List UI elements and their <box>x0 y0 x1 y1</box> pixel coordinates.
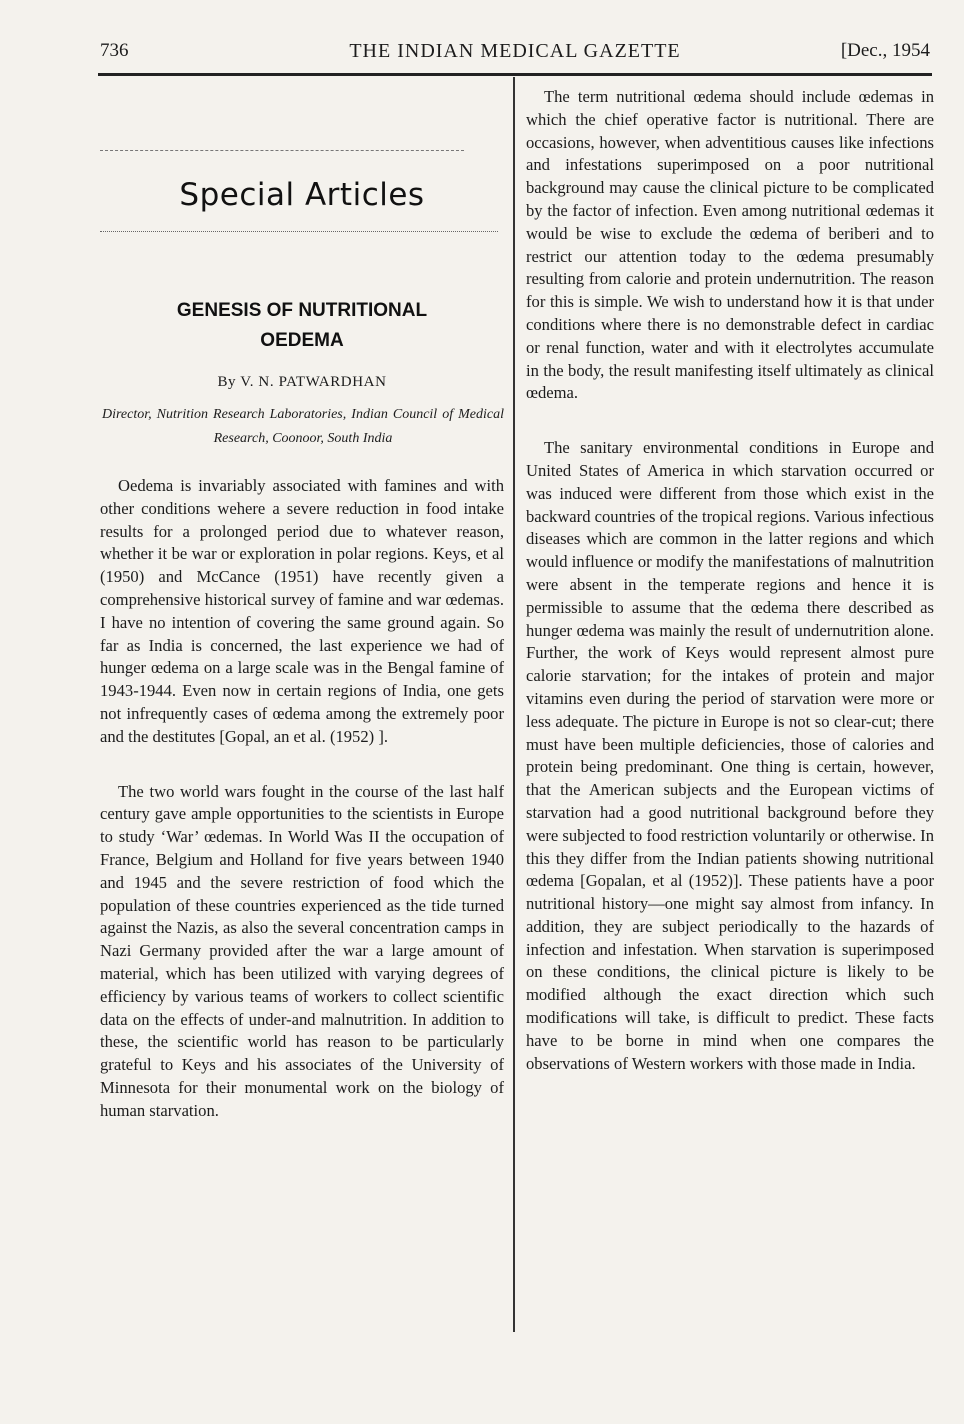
article-title-line-1: GENESIS OF NUTRITIONAL <box>176 300 428 321</box>
running-header <box>100 36 930 66</box>
article-title <box>100 296 504 356</box>
right-column <box>526 86 934 1075</box>
body-paragraph: The two world wars fought in the course of the last half century gave ample opportunities to the scientists in Europe to study ‘War’ œdemas. In World Was II the occupation of France, Belgium and Holland for five years between 1940 and 1945 and the severe restriction of food which the population of these countries experienced as the tide turned against the Nazis, as also the several concentration camps in Nazi Germany provided after the war a large amount of material, which has been utilized with varying degrees of efficiency by various teams of workers to collect scientific data on the effects of under-and malnutrition. In addition to these, the scientific world has reason to be particularly grateful to Keys and his associates of the University of Minnesota for their monumental work on the biology of human starvation. <box>100 781 504 1120</box>
issue-date: [Dec., 1954 <box>840 40 930 61</box>
body-paragraph: The term nutritional œdema should include œdemas in which the chief operative factor is nutritional. There are occasions, however, when adventitious causes like infections and infestations superimposed on a poor nutritional background may cause the clinical picture to be complicated by the factor of infection. Even among nutritional œdemas it would be wise to exclude the œdema of beriberi and to restrict our attention today to the œdema presumably resulting from calorie and protein undernutrition. The reason for this is simple. We wish to understand how it is that under conditions where there is no demonstrable defect in cardiac or renal function, water and with it electrolytes accumulate in the body, the result manifesting itself ultimately as clinical œdema. <box>526 87 934 403</box>
article-title-line-2: OEDEMA <box>260 330 344 351</box>
page-number: 736 <box>100 40 129 61</box>
section-title: Special Articles <box>179 177 425 213</box>
section-rule-top <box>100 150 464 151</box>
column-divider <box>513 77 515 1332</box>
byline: By V. N. PATWARDHAN <box>217 374 387 390</box>
section-rule-bottom <box>100 231 498 232</box>
journal-title: THE INDIAN MEDICAL GAZETTE <box>349 40 681 62</box>
body-paragraph: Oedema is invariably associated with famines and with other conditions wehere a severe reduction in food intake results for a prolonged period due to whatever reason, whether it be war or exploration in polar regions. Keys, et al (1950) and McCance (1951) have recently given a comprehensive historical survey of famine and war œdemas. I have no intention of covering the same ground again. So far as India is concerned, the last experience we had of hunger œdema on a large scale was in the Bengal famine of 1943-1944. Even now in certain regions of India, one gets not infrequently cases of œdema among the extremely poor and the destitutes [Gopal, an et al. (1952) ]. <box>100 476 504 746</box>
left-column <box>100 90 504 1123</box>
body-paragraph: The sanitary environmental conditions in Europe and United States of America in which starvation occurred or was induced were different from those which exist in the backward countries of the tropical regions. Various infectious diseases which are common in the latter regions and which would influence or modify the manifestations of malnutrition were absent in the temperate regions and hence it is permissible to assume that the œdema there described as hunger œdema was mainly the result of undernutrition alone. Further, the work of Keys would represent almost pure calorie starvation; for the intakes of protein and major vitamins even during the period of starvation were more or less adequate. The picture in Europe is not so clear-cut; there must have been multiple deficiencies, those of calories and protein being predominant. One thing is certain, however, that the American subjects and the European victims of starvation had a good nutritional background before they were subjected to food restriction voluntarily or otherwise. In this they differ from the Indian patients showing nutritional œdema [Gopalan, et al (1952)]. These patients have a poor nutritional history—one might say almost from infancy. In addition, they are subject periodically to the hazards of infection and infestation. When starvation is superimposed on these conditions, the clinical picture is likely to be modified although the exact direction which such modifications will take, is difficult to predict. These facts have to be borne in mind when one compares the observations of Western workers with those made in India. <box>526 438 934 1073</box>
author-affiliation: Director, Nutrition Research Laboratories, Indian Council of Medical Research, Coonoor, South India <box>102 407 504 446</box>
header-rule <box>98 73 932 76</box>
